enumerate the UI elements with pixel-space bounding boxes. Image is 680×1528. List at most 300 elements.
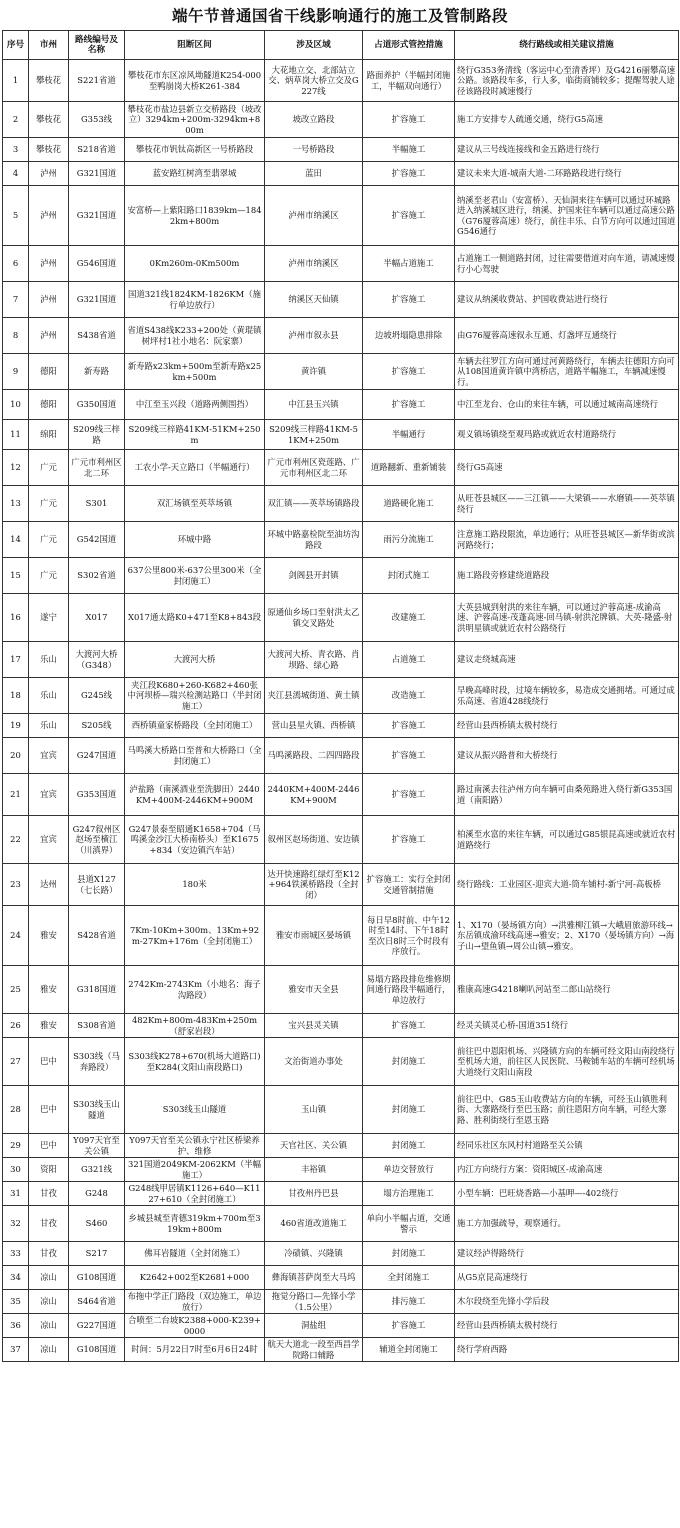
cell-detour: 前往巴中、G85玉山收费站方向的车辆，可经玉山镇胜利街、大寨路绕行至巴玉路；前往恩阳方向车辆，可经大寨路、胜利街绕行至恩玉路 [455, 1086, 679, 1134]
cell-section: 新寿路x23km+500m至新寿路x25km+500m [125, 354, 265, 390]
cell-seq: 28 [3, 1086, 29, 1134]
cell-detour: 车辆去往罗江方向可通过河黄路绕行，车辆去往德阳方向可从108国道黄许镇中湾桥店，道路半幅施工，车辆减速慢行。 [455, 354, 679, 390]
cell-section: 大渡河大桥 [125, 642, 265, 678]
cell-control: 封闭式施工 [363, 558, 455, 594]
cell-section: 乡城县城至青德319km+700m至319km+800m [125, 1206, 265, 1242]
table-row [3, 138, 679, 162]
cell-detour: 建议走绕城高速 [455, 642, 679, 678]
header-city: 市州 [29, 31, 69, 60]
cell-seq: 23 [3, 864, 29, 906]
cell-seq: 25 [3, 966, 29, 1014]
cell-section: 省道S438线K233+200处（黄琨镇树坪村1社小地名：阮家寨） [125, 318, 265, 354]
cell-detour: 施工路段旁修建绕道路段 [455, 558, 679, 594]
cell-section: 2742Km-2743Km（小地名：海子沟路段） [125, 966, 265, 1014]
table-row [3, 246, 679, 282]
cell-detour: 建议从纳溪收费站、护国收费站进行绕行 [455, 282, 679, 318]
cell-area: 双汇镇——英萃场镇路段 [265, 486, 363, 522]
cell-city: 宜宾 [29, 738, 69, 774]
cell-seq: 11 [3, 420, 29, 450]
cell-control: 扩容施工 [363, 774, 455, 816]
cell-detour: 绕行学府西路 [455, 1338, 679, 1362]
cell-area: 环城中路嘉检院至油坊沟路段 [265, 522, 363, 558]
cell-detour: 从G5京昆高速绕行 [455, 1266, 679, 1290]
cell-seq: 35 [3, 1290, 29, 1314]
cell-area: 大渡河大桥、青衣路、肖坝路、绿心路 [265, 642, 363, 678]
cell-area: 泸州市叙永县 [265, 318, 363, 354]
header-control: 占道形式管控措施 [363, 31, 455, 60]
cell-route: 县道X127（七长路） [69, 864, 125, 906]
cell-control: 扩容施工 [363, 1014, 455, 1038]
cell-route: G321国道 [69, 186, 125, 246]
cell-city: 资阳 [29, 1158, 69, 1182]
table-row [3, 1182, 679, 1206]
header-section: 阻断区间 [125, 31, 265, 60]
cell-control: 半幅通行 [363, 420, 455, 450]
cell-detour: 建议未来大道-城南大道-二环路路段进行绕行 [455, 162, 679, 186]
cell-route: S302省道 [69, 558, 125, 594]
cell-area: 夹江县漹城街道、黄土镇 [265, 678, 363, 714]
cell-control: 雨污分流施工 [363, 522, 455, 558]
table-row [3, 486, 679, 522]
header-seq: 序号 [3, 31, 29, 60]
cell-control: 单向小半幅占道，交通警示 [363, 1206, 455, 1242]
cell-route: S438省道 [69, 318, 125, 354]
table-row [3, 906, 679, 966]
cell-control: 扩容施工 [363, 282, 455, 318]
cell-detour: 经同乐社区东风村村道路至关公镇 [455, 1134, 679, 1158]
cell-area: 营山县星火镇、西桥镇 [265, 714, 363, 738]
table-row [3, 594, 679, 642]
cell-area: 彝海镇菩萨岗至大马坞 [265, 1266, 363, 1290]
cell-seq: 5 [3, 186, 29, 246]
cell-area: 大花地立交、北部站立交、炳草岗大桥立交及G227线 [265, 60, 363, 102]
cell-control: 边坡坍塌隐患排除 [363, 318, 455, 354]
cell-detour: 大英县城到射洪的来往车辆，可以通过沪蓉高速-成渝高速、沪蓉高速-茂蓬高速-回马镇-射洪沱牌镇、大英-隆盛-射洪明星镇或就近农村公路绕行 [455, 594, 679, 642]
cell-seq: 14 [3, 522, 29, 558]
cell-seq: 22 [3, 816, 29, 864]
cell-area: 广元市利州区瓷莲路、广元市利州区北二环 [265, 450, 363, 486]
cell-control: 道路翻新、重新铺装 [363, 450, 455, 486]
cell-section: K2642+002至K2681+000 [125, 1266, 265, 1290]
cell-route: G546国道 [69, 246, 125, 282]
table-row [3, 420, 679, 450]
cell-section: 7Km-10Km+300m、13Km+92m-27Km+176m（全封闭施工） [125, 906, 265, 966]
cell-area: 泸州市纳溪区 [265, 246, 363, 282]
cell-city: 达州 [29, 864, 69, 906]
cell-route: G248 [69, 1182, 125, 1206]
table-row [3, 1314, 679, 1338]
table-body [3, 60, 679, 1362]
cell-route: G227国道 [69, 1314, 125, 1338]
cell-detour: 绕行G5高速 [455, 450, 679, 486]
cell-section: Y097天官至关公镇永宁社区桥梁养护、维修 [125, 1134, 265, 1158]
cell-control: 封闭施工 [363, 1242, 455, 1266]
table-row [3, 1086, 679, 1134]
cell-detour: 施工方安排专人疏通交通，绕行G5高速 [455, 102, 679, 138]
table-row [3, 774, 679, 816]
cell-city: 巴中 [29, 1134, 69, 1158]
table-row [3, 450, 679, 486]
cell-section: 攀枝花市钒钛高新区一号桥路段 [125, 138, 265, 162]
table-row [3, 678, 679, 714]
cell-control: 占道施工 [363, 642, 455, 678]
cell-control: 排污施工 [363, 1290, 455, 1314]
cell-control: 半幅占道施工 [363, 246, 455, 282]
cell-city: 雅安 [29, 906, 69, 966]
cell-area: 坡改立路段 [265, 102, 363, 138]
cell-section: 482Km+800m-483Km+250m（舒家岩段） [125, 1014, 265, 1038]
cell-section: 夹江段K680+260-K682+460张中河坝桥—瑞兴检测站路口（半封闭施工） [125, 678, 265, 714]
cell-city: 宜宾 [29, 774, 69, 816]
cell-route: G353线 [69, 102, 125, 138]
cell-city: 凉山 [29, 1290, 69, 1314]
header-area: 涉及区域 [265, 31, 363, 60]
cell-route: G245线 [69, 678, 125, 714]
cell-area: 马鸣溪路段、二四四路段 [265, 738, 363, 774]
cell-city: 乐山 [29, 642, 69, 678]
cell-section: 合喷至二台坡K2388+000-K239+0000 [125, 1314, 265, 1338]
cell-city: 凉山 [29, 1266, 69, 1290]
cell-section: 180米 [125, 864, 265, 906]
cell-city: 攀枝花 [29, 60, 69, 102]
header-route: 路线编号及名称 [69, 31, 125, 60]
cell-seq: 29 [3, 1134, 29, 1158]
cell-area: S209线三梓路41KM-51KM+250m [265, 420, 363, 450]
cell-section: 布拖中学正门路段（双边施工，单边放行） [125, 1290, 265, 1314]
table-row [3, 714, 679, 738]
cell-section: 637公里800米-637公里300米（全封闭施工） [125, 558, 265, 594]
cell-seq: 13 [3, 486, 29, 522]
cell-seq: 18 [3, 678, 29, 714]
cell-control: 扩容施工 [363, 714, 455, 738]
cell-area: 剑阁县开封镇 [265, 558, 363, 594]
cell-route: G247国道 [69, 738, 125, 774]
cell-city: 泸州 [29, 162, 69, 186]
cell-city: 凉山 [29, 1338, 69, 1362]
cell-detour: 观义镇场镇绕至观玛路或就近农村道路绕行 [455, 420, 679, 450]
cell-section: 国道321线1824KM-1826KM（施行单边放行） [125, 282, 265, 318]
cell-control: 每日早8时前、中午12时至14时、下午18时至次日8时三个时段有序放行。 [363, 906, 455, 966]
cell-route: X017 [69, 594, 125, 642]
cell-route: S221省道 [69, 60, 125, 102]
cell-section: 双汇场镇至英萃场镇 [125, 486, 265, 522]
cell-route: G247叙州区赵场至横江（川滇界） [69, 816, 125, 864]
table-row [3, 1338, 679, 1362]
cell-area: 航天大道北一段至西昌学院路口辅路 [265, 1338, 363, 1362]
cell-route: G108国道 [69, 1338, 125, 1362]
cell-detour: 经营山县西桥镇太极村绕行 [455, 1314, 679, 1338]
table-row [3, 864, 679, 906]
cell-detour: 建议从三号线连接线和金五路进行绕行 [455, 138, 679, 162]
cell-city: 德阳 [29, 354, 69, 390]
cell-route: S308省道 [69, 1014, 125, 1038]
cell-route: 大渡河大桥（G348） [69, 642, 125, 678]
cell-section: 321国道2049KM-2062KM（半幅施工） [125, 1158, 265, 1182]
cell-detour: 从旺苍县城区——三江镇——大梁镇——水磨镇——英萃镇绕行 [455, 486, 679, 522]
cell-city: 宜宾 [29, 816, 69, 864]
cell-detour: 早晚高峰时段，过境车辆较多，易造成交通拥堵。可通过成乐高速、省道428线绕行 [455, 678, 679, 714]
cell-city: 绵阳 [29, 420, 69, 450]
table-row [3, 390, 679, 420]
cell-section: 马鸣溪大桥路口至普和大桥路口（全封闭施工） [125, 738, 265, 774]
cell-detour: 绕行G353务清线（客运中心至清香坪）及G4216丽攀高速公路。该路段车多，行人多，临街商铺较多；提醒驾驶人途径该路段时减速慢行 [455, 60, 679, 102]
cell-city: 广元 [29, 522, 69, 558]
cell-section: 西桥镇童家桥路段（全封闭施工） [125, 714, 265, 738]
cell-control: 扩容施工 [363, 738, 455, 774]
cell-seq: 30 [3, 1158, 29, 1182]
cell-control: 半幅施工 [363, 138, 455, 162]
cell-area: 中江县玉兴镇 [265, 390, 363, 420]
cell-section: 0Km260m-0Km500m [125, 246, 265, 282]
cell-route: S205线 [69, 714, 125, 738]
cell-route: G350国道 [69, 390, 125, 420]
cell-route: S460 [69, 1206, 125, 1242]
cell-area: 雅安市雨城区晏场镇 [265, 906, 363, 966]
table-row [3, 318, 679, 354]
cell-route: 广元市利州区北二环 [69, 450, 125, 486]
cell-control: 改造施工 [363, 678, 455, 714]
cell-area: 玉山镇 [265, 1086, 363, 1134]
cell-city: 凉山 [29, 1314, 69, 1338]
cell-control: 封闭施工 [363, 1134, 455, 1158]
cell-city: 巴中 [29, 1038, 69, 1086]
cell-section: 攀枝花市盐边县新立交桥路段（坡改立）3294km+200m-3294km+800m [125, 102, 265, 138]
cell-section: S209线三梓路41KM-51KM+250m [125, 420, 265, 450]
table-row [3, 816, 679, 864]
cell-section: 时间：5月22日7时至6月6日24时 [125, 1338, 265, 1362]
cell-seq: 17 [3, 642, 29, 678]
cell-route: G353国道 [69, 774, 125, 816]
cell-city: 甘孜 [29, 1206, 69, 1242]
cell-area: 蓝田 [265, 162, 363, 186]
cell-section: 泸盐路（南溪酒业至洗脚田）2440KM+400M-2446KM+900M [125, 774, 265, 816]
cell-area: 原通仙乡场口至射洪太乙镇交叉路处 [265, 594, 363, 642]
cell-control: 扩容施工 [363, 102, 455, 138]
cell-seq: 33 [3, 1242, 29, 1266]
cell-section: G248线甲居镇K1126+640—K1127+610（全封闭施工） [125, 1182, 265, 1206]
cell-route: S217 [69, 1242, 125, 1266]
cell-section: 蓝安路红树湾至翡翠城 [125, 162, 265, 186]
cell-area: 达开快速路红绿灯至K12+964铁溪桥路段（全封闭） [265, 864, 363, 906]
table-row [3, 1266, 679, 1290]
cell-city: 遂宁 [29, 594, 69, 642]
cell-detour: 建议经泸得路绕行 [455, 1242, 679, 1266]
cell-seq: 7 [3, 282, 29, 318]
cell-section: 佛耳岩隧道（全封闭施工） [125, 1242, 265, 1266]
cell-seq: 15 [3, 558, 29, 594]
cell-area: 纳溪区天仙镇 [265, 282, 363, 318]
cell-seq: 2 [3, 102, 29, 138]
cell-section: 环城中路 [125, 522, 265, 558]
cell-control: 扩容施工 [363, 162, 455, 186]
cell-route: S303线（马奔路段） [69, 1038, 125, 1086]
cell-route: S428省道 [69, 906, 125, 966]
cell-detour: 注意施工路段限流，单边通行；从旺苍县城区—新华街或滨河路绕行； [455, 522, 679, 558]
cell-section: 攀枝花市东区凉风坳隧道K254-000至鸭崩岗大桥K261-384 [125, 60, 265, 102]
construction-table [2, 30, 679, 1362]
cell-seq: 1 [3, 60, 29, 102]
table-row [3, 162, 679, 186]
cell-seq: 4 [3, 162, 29, 186]
cell-area: 雅安市天全县 [265, 966, 363, 1014]
cell-detour: 经营山县西桥镇太极村绕行 [455, 714, 679, 738]
cell-detour: 由G76厦蓉高速叙永互通、灯盏坪互通绕行 [455, 318, 679, 354]
cell-area: 宝兴县灵关镇 [265, 1014, 363, 1038]
cell-detour: 1、X170（晏场镇方向）→洪雅柳江镇→大峨眉旅游环线→东岳镇成渝环线高速→雅安；2、X170（晏场镇方向）→海子山→望鱼镇→周公山镇→雅安。 [455, 906, 679, 966]
table-row [3, 186, 679, 246]
table-row [3, 1158, 679, 1182]
cell-city: 泸州 [29, 282, 69, 318]
cell-detour: 绕行路线：工业园区-迎宾大道-筒车铺村-新宁河-高板桥 [455, 864, 679, 906]
table-row [3, 738, 679, 774]
cell-control: 全封闭施工 [363, 1266, 455, 1290]
cell-detour: 经灵关镇灵心桥-国道351绕行 [455, 1014, 679, 1038]
cell-route: S209线三梓路 [69, 420, 125, 450]
cell-area: 甘孜州丹巴县 [265, 1182, 363, 1206]
cell-city: 雅安 [29, 1014, 69, 1038]
cell-route: G321国道 [69, 162, 125, 186]
cell-area: 文治街道办事处 [265, 1038, 363, 1086]
cell-city: 甘孜 [29, 1182, 69, 1206]
table-row [3, 1038, 679, 1086]
cell-detour: 建议从振兴路普和大桥绕行 [455, 738, 679, 774]
cell-control: 塌方治理施工 [363, 1182, 455, 1206]
cell-route: S303线玉山隧道 [69, 1086, 125, 1134]
cell-route: G542国道 [69, 522, 125, 558]
header-detour: 绕行路线或相关建议措施 [455, 31, 679, 60]
cell-seq: 3 [3, 138, 29, 162]
cell-control: 扩容施工 [363, 816, 455, 864]
cell-route: G321线 [69, 1158, 125, 1182]
cell-control: 辅道全封闭施工 [363, 1338, 455, 1362]
cell-detour: 内江方向绕行方案：资阳城区-成渝高速 [455, 1158, 679, 1182]
cell-seq: 37 [3, 1338, 29, 1362]
cell-city: 泸州 [29, 246, 69, 282]
table-row [3, 966, 679, 1014]
cell-detour: 小型车辆：巴旺烧香路—小基呷—-402绕行 [455, 1182, 679, 1206]
cell-seq: 32 [3, 1206, 29, 1242]
cell-route: G108国道 [69, 1266, 125, 1290]
cell-seq: 36 [3, 1314, 29, 1338]
cell-section: 中江至玉兴段（道路两侧围挡） [125, 390, 265, 420]
cell-control: 道路硬化施工 [363, 486, 455, 522]
cell-area: 叙州区赵场街道、安边镇 [265, 816, 363, 864]
cell-city: 泸州 [29, 318, 69, 354]
cell-control: 路面养护（半幅封闭施工，半幅双向通行） [363, 60, 455, 102]
cell-area: 拖觉分路口—先锋小学（1.5公里） [265, 1290, 363, 1314]
cell-detour: 纳溪至老君山（安富桥）、天仙洞来往车辆可以通过环城路进入纳溪城区进行，纳溪、护国来往车辆可以通过高速公路（G76厦蓉高速）绕行，前往丰乐、白节方向可以通过国道G546通行 [455, 186, 679, 246]
cell-detour: 前往巴中恩阳机场、兴隆镇方向的车辆可经文阳山南段绕行至机场大道，前往区人民医院、马鞍铺车站的车辆可经机场大道绕行文阳山南段 [455, 1038, 679, 1086]
cell-area: 460省道改道施工 [265, 1206, 363, 1242]
cell-seq: 34 [3, 1266, 29, 1290]
cell-seq: 31 [3, 1182, 29, 1206]
table-row [3, 1134, 679, 1158]
cell-seq: 24 [3, 906, 29, 966]
cell-section: 安富桥—上紫阳路口1839km—1842km+800m [125, 186, 265, 246]
cell-detour: 施工方加强疏导，观察通行。 [455, 1206, 679, 1242]
page-title: 端午节普通国省干线影响通行的施工及管制路段 [171, 7, 508, 25]
cell-area: 黄许镇 [265, 354, 363, 390]
cell-city: 攀枝花 [29, 138, 69, 162]
cell-control: 扩容施工 [363, 186, 455, 246]
cell-seq: 9 [3, 354, 29, 390]
cell-route: G318国道 [69, 966, 125, 1014]
cell-control: 改建施工 [363, 594, 455, 642]
cell-area: 天官社区、关公镇 [265, 1134, 363, 1158]
cell-route: S301 [69, 486, 125, 522]
cell-section: S303线K278+670(机场大道路口)至K284(文阳山南段路口) [125, 1038, 265, 1086]
table-row [3, 282, 679, 318]
cell-detour: 中江至龙台、仓山的来往车辆，可以通过城南高速绕行 [455, 390, 679, 420]
cell-city: 乐山 [29, 714, 69, 738]
cell-route: G321国道 [69, 282, 125, 318]
cell-seq: 12 [3, 450, 29, 486]
cell-seq: 10 [3, 390, 29, 420]
cell-city: 乐山 [29, 678, 69, 714]
cell-control: 扩容施工 [363, 354, 455, 390]
cell-control: 扩容施工 [363, 390, 455, 420]
cell-route: S464省道 [69, 1290, 125, 1314]
table-row [3, 522, 679, 558]
cell-city: 巴中 [29, 1086, 69, 1134]
cell-detour: 路过南溪去往泸州方向车辆可由桑苑路进入绕行新G353国道（南阳路） [455, 774, 679, 816]
cell-control: 封闭施工 [363, 1086, 455, 1134]
table-row [3, 642, 679, 678]
cell-area: 一号桥路段 [265, 138, 363, 162]
table-row [3, 102, 679, 138]
cell-area: 丰裕镇 [265, 1158, 363, 1182]
cell-detour: 雅康高速G4218喇叭河站至二郎山站绕行 [455, 966, 679, 1014]
cell-control: 易塌方路段排危维修期间通行路段半幅通行，单边放行 [363, 966, 455, 1014]
cell-seq: 26 [3, 1014, 29, 1038]
cell-seq: 20 [3, 738, 29, 774]
cell-control: 扩容施工 [363, 1314, 455, 1338]
table-row [3, 354, 679, 390]
cell-detour: 柏溪至水富的来往车辆，可以通过G85银昆高速或就近农村道路绕行 [455, 816, 679, 864]
cell-city: 雅安 [29, 966, 69, 1014]
cell-area: 洞盐组 [265, 1314, 363, 1338]
cell-area: 泸州市纳溪区 [265, 186, 363, 246]
cell-section: S303线玉山隧道 [125, 1086, 265, 1134]
cell-control: 扩容施工：实行全封闭交通管制措施 [363, 864, 455, 906]
cell-city: 广元 [29, 558, 69, 594]
cell-seq: 19 [3, 714, 29, 738]
cell-seq: 27 [3, 1038, 29, 1086]
table-row [3, 1014, 679, 1038]
cell-section: 工农小学-天立路口（半幅通行） [125, 450, 265, 486]
cell-city: 广元 [29, 450, 69, 486]
header-row [3, 31, 679, 60]
cell-city: 广元 [29, 486, 69, 522]
table-row [3, 60, 679, 102]
cell-control: 封闭施工 [363, 1038, 455, 1086]
table-row [3, 1206, 679, 1242]
cell-detour: 木尔段绕至先锋小学后段 [455, 1290, 679, 1314]
table-row [3, 1242, 679, 1266]
cell-city: 甘孜 [29, 1242, 69, 1266]
cell-route: S218省道 [69, 138, 125, 162]
cell-city: 攀枝花 [29, 102, 69, 138]
cell-seq: 8 [3, 318, 29, 354]
cell-area: 2440KM+400M-2446KM+900M [265, 774, 363, 816]
cell-seq: 6 [3, 246, 29, 282]
table-row [3, 1290, 679, 1314]
cell-city: 泸州 [29, 186, 69, 246]
cell-route: Y097天官至关公镇 [69, 1134, 125, 1158]
cell-section: G247景泰至昭通K1658+704（马鸣溪金沙江大桥南桥头）至K1675+834（安边镇汽车站） [125, 816, 265, 864]
table-row [3, 558, 679, 594]
cell-seq: 21 [3, 774, 29, 816]
